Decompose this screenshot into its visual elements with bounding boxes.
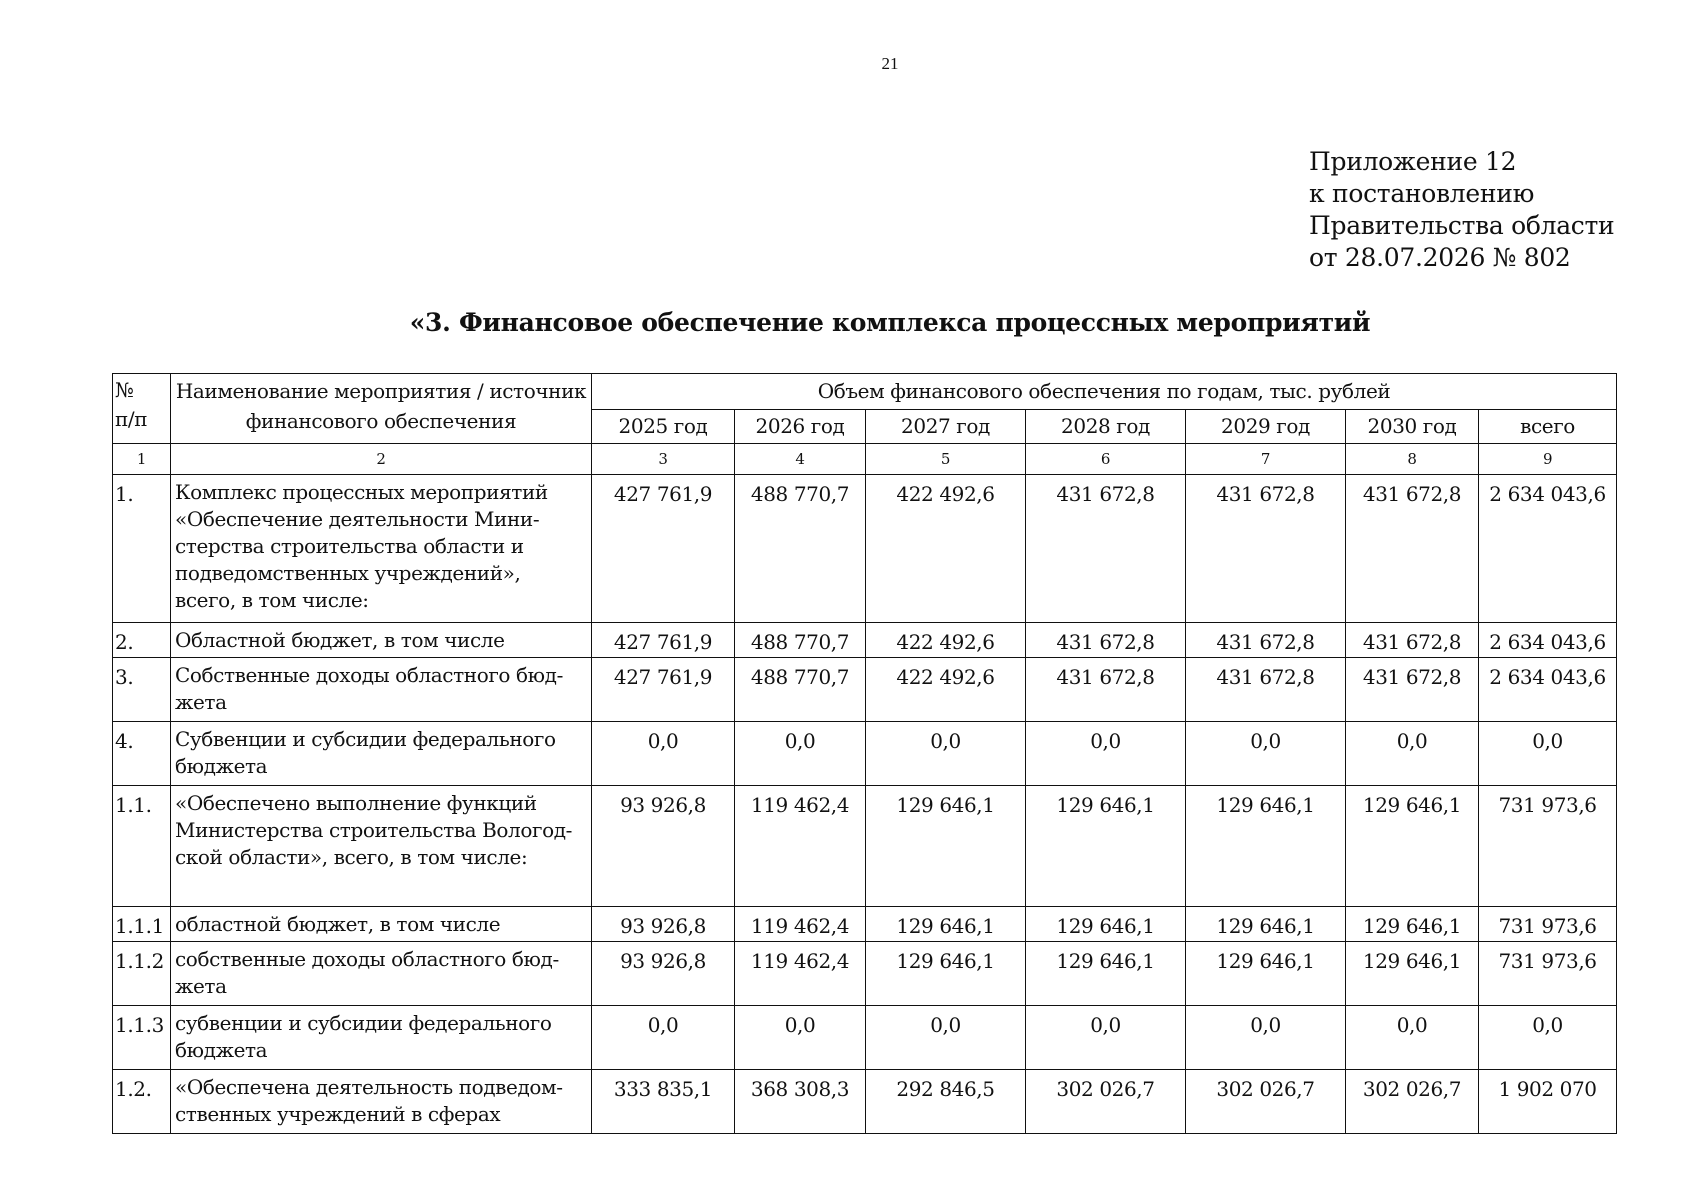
column-number-cell: 7 bbox=[1186, 444, 1346, 475]
row-value-cell: 129 646,1 bbox=[1026, 786, 1186, 907]
row-name-cell: «Обеспечено выполнение функций Министерства строительства Вологодской области», всего, в том числе: bbox=[171, 786, 592, 907]
row-value-cell: 0,0 bbox=[1346, 722, 1479, 786]
row-value-cell: 431 672,8 bbox=[1186, 658, 1346, 722]
row-value-cell: 0,0 bbox=[735, 1006, 866, 1070]
row-number-cell: 2. bbox=[113, 623, 171, 658]
row-value-cell: 129 646,1 bbox=[1186, 786, 1346, 907]
header-year-cell: 2029 год bbox=[1186, 410, 1346, 444]
row-number-cell: 1.1.1 bbox=[113, 907, 171, 942]
row-value-cell: 488 770,7 bbox=[735, 658, 866, 722]
column-number-cell: 4 bbox=[735, 444, 866, 475]
row-value-cell: 129 646,1 bbox=[1026, 942, 1186, 1006]
row-value-cell: 431 672,8 bbox=[1026, 623, 1186, 658]
row-name-cell: Областной бюджет, в том числе bbox=[171, 623, 592, 658]
row-number-cell: 1.2. bbox=[113, 1070, 171, 1134]
row-total-cell: 2 634 043,6 bbox=[1479, 623, 1617, 658]
row-name-cell: Комплекс процессных мероприятий «Обеспечение деятельности Министерства строительства области и подведомственных учреждений», всего, в том числе: bbox=[171, 475, 592, 623]
row-value-cell: 431 672,8 bbox=[1026, 475, 1186, 623]
appendix-line: от 28.07.2026 № 802 bbox=[1309, 243, 1571, 272]
row-value-cell: 0,0 bbox=[1186, 1006, 1346, 1070]
row-total-cell: 731 973,6 bbox=[1479, 786, 1617, 907]
row-value-cell: 0,0 bbox=[592, 722, 735, 786]
column-number-cell: 2 bbox=[171, 444, 592, 475]
table-row bbox=[113, 907, 1617, 942]
row-total-cell: 731 973,6 bbox=[1479, 942, 1617, 1006]
row-value-cell: 119 462,4 bbox=[735, 942, 866, 1006]
row-value-cell: 302 026,7 bbox=[1346, 1070, 1479, 1134]
row-name-cell: собственные доходы областного бюджета bbox=[171, 942, 592, 1006]
header-year-cell: 2030 год bbox=[1346, 410, 1479, 444]
row-name-cell: областной бюджет, в том числе bbox=[171, 907, 592, 942]
row-name-cell: Субвенции и субсидии федерального бюджета bbox=[171, 722, 592, 786]
row-value-cell: 422 492,6 bbox=[866, 658, 1026, 722]
row-value-cell: 431 672,8 bbox=[1346, 658, 1479, 722]
row-value-cell: 129 646,1 bbox=[866, 907, 1026, 942]
row-value-cell: 488 770,7 bbox=[735, 475, 866, 623]
row-value-cell: 129 646,1 bbox=[866, 942, 1026, 1006]
row-total-cell: 0,0 bbox=[1479, 1006, 1617, 1070]
header-year-cell: 2028 год bbox=[1026, 410, 1186, 444]
table-row bbox=[113, 623, 1617, 658]
page-number: 21 bbox=[881, 54, 899, 73]
row-number-cell: 1.1.3 bbox=[113, 1006, 171, 1070]
row-total-cell: 1 902 070 bbox=[1479, 1070, 1617, 1134]
table-row bbox=[113, 658, 1617, 722]
appendix-line: к постановлению bbox=[1309, 179, 1535, 208]
table-row bbox=[113, 722, 1617, 786]
table-row bbox=[113, 1006, 1617, 1070]
row-value-cell: 93 926,8 bbox=[592, 942, 735, 1006]
table-row bbox=[113, 1070, 1617, 1134]
row-number-cell: 1.1.2 bbox=[113, 942, 171, 1006]
row-value-cell: 93 926,8 bbox=[592, 907, 735, 942]
row-value-cell: 129 646,1 bbox=[1186, 942, 1346, 1006]
row-value-cell: 119 462,4 bbox=[735, 907, 866, 942]
row-value-cell: 129 646,1 bbox=[866, 786, 1026, 907]
row-value-cell: 0,0 bbox=[1186, 722, 1346, 786]
row-value-cell: 422 492,6 bbox=[866, 623, 1026, 658]
row-value-cell: 431 672,8 bbox=[1186, 475, 1346, 623]
row-value-cell: 488 770,7 bbox=[735, 623, 866, 658]
row-value-cell: 422 492,6 bbox=[866, 475, 1026, 623]
row-value-cell: 427 761,9 bbox=[592, 475, 735, 623]
row-value-cell: 119 462,4 bbox=[735, 786, 866, 907]
header-number-line2: п/п bbox=[115, 407, 148, 431]
row-value-cell: 0,0 bbox=[735, 722, 866, 786]
financing-table bbox=[112, 373, 1617, 1134]
row-value-cell: 129 646,1 bbox=[1346, 907, 1479, 942]
column-number-cell: 9 bbox=[1479, 444, 1617, 475]
row-value-cell: 0,0 bbox=[866, 722, 1026, 786]
row-name-cell: «Обеспечена деятельность подведомственных учреждений в сферах bbox=[171, 1070, 592, 1134]
row-value-cell: 431 672,8 bbox=[1026, 658, 1186, 722]
row-value-cell: 431 672,8 bbox=[1346, 623, 1479, 658]
row-value-cell: 129 646,1 bbox=[1346, 942, 1479, 1006]
row-value-cell: 431 672,8 bbox=[1186, 623, 1346, 658]
row-number-cell: 1. bbox=[113, 475, 171, 623]
header-volume-cell: Объем финансового обеспечения по годам, тыс. рублей bbox=[592, 374, 1617, 410]
row-total-cell: 2 634 043,6 bbox=[1479, 475, 1617, 623]
row-number-cell: 3. bbox=[113, 658, 171, 722]
row-total-cell: 731 973,6 bbox=[1479, 907, 1617, 942]
column-numbers-row bbox=[113, 444, 1617, 475]
header-number-cell bbox=[113, 374, 171, 444]
table-row bbox=[113, 786, 1617, 907]
column-number-cell: 8 bbox=[1346, 444, 1479, 475]
document-title: «3. Финансовое обеспечение комплекса процессных мероприятий bbox=[409, 308, 1371, 337]
row-value-cell: 129 646,1 bbox=[1186, 907, 1346, 942]
column-number-cell: 3 bbox=[592, 444, 735, 475]
row-value-cell: 427 761,9 bbox=[592, 658, 735, 722]
row-value-cell: 302 026,7 bbox=[1026, 1070, 1186, 1134]
row-total-cell: 0,0 bbox=[1479, 722, 1617, 786]
column-number-cell: 1 bbox=[113, 444, 171, 475]
row-number-cell: 1.1. bbox=[113, 786, 171, 907]
row-value-cell: 0,0 bbox=[592, 1006, 735, 1070]
row-value-cell: 129 646,1 bbox=[1346, 786, 1479, 907]
row-value-cell: 333 835,1 bbox=[592, 1070, 735, 1134]
row-value-cell: 0,0 bbox=[866, 1006, 1026, 1070]
table-row bbox=[113, 942, 1617, 1006]
header-name-cell: Наименование мероприятия / источник финансового обеспечения bbox=[171, 374, 592, 444]
row-value-cell: 427 761,9 bbox=[592, 623, 735, 658]
row-value-cell: 368 308,3 bbox=[735, 1070, 866, 1134]
column-number-cell: 5 bbox=[866, 444, 1026, 475]
header-row bbox=[113, 374, 1617, 410]
row-total-cell: 2 634 043,6 bbox=[1479, 658, 1617, 722]
header-number-line1: № bbox=[115, 378, 134, 402]
row-name-cell: Собственные доходы областного бюджета bbox=[171, 658, 592, 722]
row-name-cell: субвенции и субсидии федерального бюджета bbox=[171, 1006, 592, 1070]
row-value-cell: 129 646,1 bbox=[1026, 907, 1186, 942]
column-number-cell: 6 bbox=[1026, 444, 1186, 475]
row-number-cell: 4. bbox=[113, 722, 171, 786]
header-year-cell: 2025 год bbox=[592, 410, 735, 444]
header-year-cell: 2026 год bbox=[735, 410, 866, 444]
row-value-cell: 431 672,8 bbox=[1346, 475, 1479, 623]
row-value-cell: 93 926,8 bbox=[592, 786, 735, 907]
row-value-cell: 0,0 bbox=[1026, 1006, 1186, 1070]
row-value-cell: 0,0 bbox=[1026, 722, 1186, 786]
row-value-cell: 302 026,7 bbox=[1186, 1070, 1346, 1134]
row-value-cell: 292 846,5 bbox=[866, 1070, 1026, 1134]
row-value-cell: 0,0 bbox=[1346, 1006, 1479, 1070]
table-row bbox=[113, 475, 1617, 623]
appendix-line: Приложение 12 bbox=[1309, 147, 1517, 176]
header-total-cell: всего bbox=[1479, 410, 1617, 444]
appendix-block bbox=[1309, 146, 1614, 274]
header-year-cell: 2027 год bbox=[866, 410, 1026, 444]
appendix-line: Правительства области bbox=[1309, 211, 1615, 240]
